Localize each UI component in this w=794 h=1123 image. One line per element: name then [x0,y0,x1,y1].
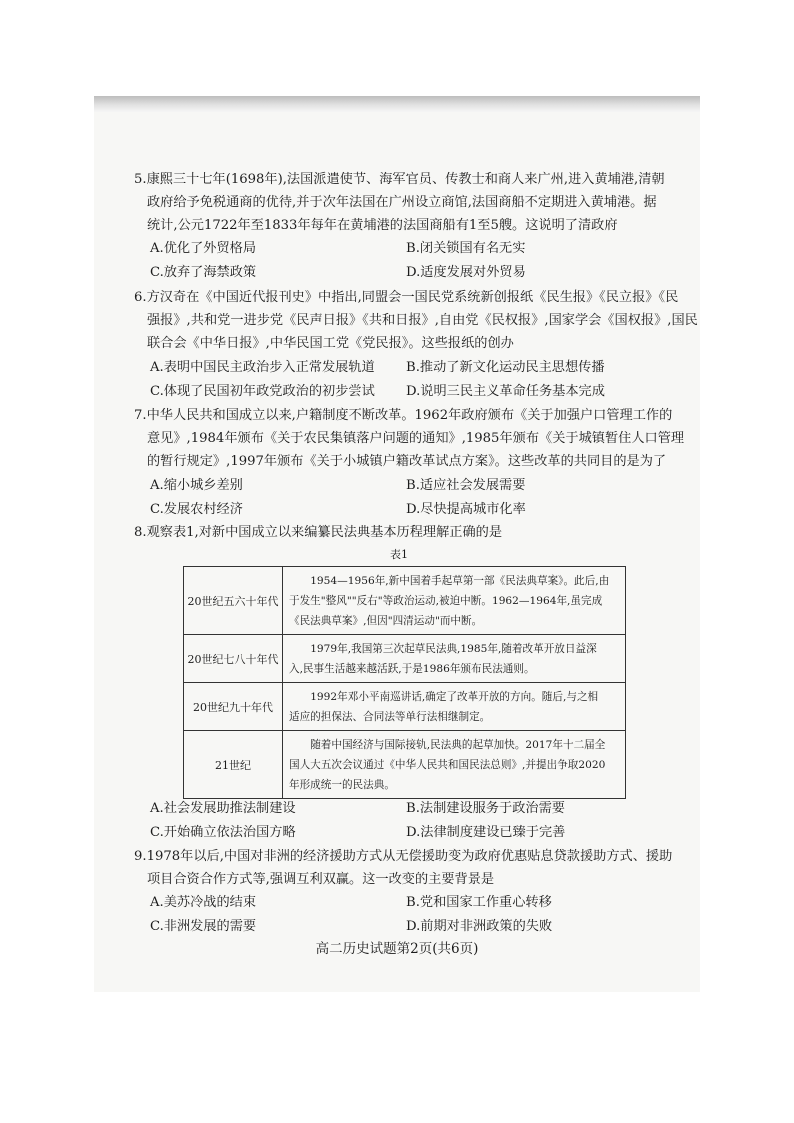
table-caption: 表1 [390,548,408,561]
option-a[interactable]: A.缩小城乡差别 [150,478,243,493]
option-d[interactable]: D.法律制度建设已臻于完善 [406,825,566,840]
table-text-line: 适应的担保法、合同法等单行法相继制定。 [289,710,491,723]
table-text-cell [283,731,626,799]
table-text-line: 于发生"整风""反右"等政治运动,被迫中断。1962—1964年,虽完成 [289,594,603,607]
table-text-line: 《民法典草案》,但因"四清运动"而中断。 [289,614,483,627]
question-8 [134,521,672,544]
question-6-line: 6.方汉奇在《中国近代报刊史》中指出,同盟会一国民党系统新创报纸《民生报》《民立报》《民 [134,290,679,305]
question-6-line: 联合会《中华日报》,中华民国工党《党民报》。这些报纸的创办 [147,336,514,351]
table-text-line: 1992年邓小平南巡讲话,确定了改革开放的方向。随后,与之相 [310,690,599,703]
table-text-line: 随着中国经济与国际接轨,民法典的起草加快。2017年十二届全 [310,738,606,751]
table-era-cell: 20世纪九十年代 [184,683,283,731]
option-b[interactable]: B.党和国家工作重心转移 [406,895,552,910]
question-9 [134,845,672,891]
table-era-cell: 20世纪七八十年代 [184,635,283,683]
question-5-line: 5.康熙三十七年(1698年),法国派遣使节、海军官员、传教士和商人来广州,进入黄埔港,清朝 [134,172,665,187]
option-b[interactable]: B.适应社会发展需要 [406,478,526,493]
table-text-line: 1954—1956年,新中国着手起草第一部《民法典草案》。此后,由 [310,574,610,587]
option-d[interactable]: D.前期对非洲政策的失败 [406,919,553,934]
question-7 [134,404,685,473]
option-d[interactable]: D.说明三民主义革命任务基本完成 [406,384,605,399]
question-9-line: 9.1978年以后,中国对非洲的经济援助方式从无偿援助变为政府优惠贴息贷款援助方式、援助 [134,849,673,864]
scan-top-shadow [94,96,700,112]
option-a[interactable]: A.社会发展助推法制建设 [150,801,296,816]
option-b[interactable]: B.闭关锁国有名无实 [406,241,526,256]
table-text-line: 入,民事生活越来越活跃,于是1986年颁布民法通则。 [289,662,535,675]
question-7-line: 7.中华人民共和国成立以来,户籍制度不断改革。1962年政府颁布《关于加强户口管理工作的 [134,408,673,423]
table-era-cell: 21世纪 [184,731,283,799]
question-5-line: 政府给予免税通商的优待,并于次年法国在广州设立商馆,法国商船不定期进入黄埔港。据 [147,195,657,210]
question-9-line: 项目合资合作方式等,强调互利双赢。这一改变的主要背景是 [147,872,495,887]
history-table [183,566,626,799]
table-text-cell [283,683,626,731]
table-text-line: 国人大五次会议通过《中华人民共和国民法总则》,并提出争取2020 [289,758,606,771]
option-a[interactable]: A.优化了外贸格局 [150,241,257,256]
table-text-cell [283,567,626,635]
option-b[interactable]: B.推动了新文化运动民主思想传播 [406,360,605,375]
table-text-line: 年形成统一的民法典。 [289,778,395,791]
table-row [184,731,626,799]
page-footer: 高二历史试题第2页(共6页) [315,941,479,957]
table-text-cell [283,635,626,683]
question-5 [134,168,672,237]
question-6-line: 强报》,共和党一进步党《民声日报》《共和日报》,自由党《民权报》,国家学会《国权报》,国民 [147,313,698,328]
table-row [184,567,626,635]
option-d[interactable]: D.适度发展对外贸易 [406,265,526,280]
table-row [184,635,626,683]
option-c[interactable]: C.非洲发展的需要 [150,919,257,934]
question-7-line: 的暂行规定》,1997年颁布《关于小城镇户籍改革试点方案》。这些改革的共同目的是为了 [147,454,667,469]
option-c[interactable]: C.放弃了海禁政策 [150,265,257,280]
table-era-cell: 20世纪五六十年代 [184,567,283,635]
question-6 [134,286,698,355]
question-8-line: 8.观察表1,对新中国成立以来编纂民法典基本历程理解正确的是 [134,525,503,540]
table-text-line: 1979年,我国第三次起草民法典,1985年,随着改革开放日益深 [310,642,597,655]
option-a[interactable]: A.美苏冷战的结束 [150,895,257,910]
option-c[interactable]: C.体现了民国初年政党政治的初步尝试 [150,384,375,399]
option-c[interactable]: C.发展农村经济 [150,502,243,517]
option-d[interactable]: D.尽快提高城市化率 [406,502,526,517]
table-row [184,683,626,731]
option-b[interactable]: B.法制建设服务于政治需要 [406,801,565,816]
option-a[interactable]: A.表明中国民主政治步入正常发展轨道 [150,360,375,375]
option-c[interactable]: C.开始确立依法治国方略 [150,825,296,840]
question-7-line: 意见》,1984年颁布《关于农民集镇落户问题的通知》,1985年颁布《关于城镇暂住人口管理 [147,431,685,446]
question-5-line: 统计,公元1722年至1833年每年在黄埔港的法国商船有1至5艘。这说明了清政府 [147,218,618,233]
